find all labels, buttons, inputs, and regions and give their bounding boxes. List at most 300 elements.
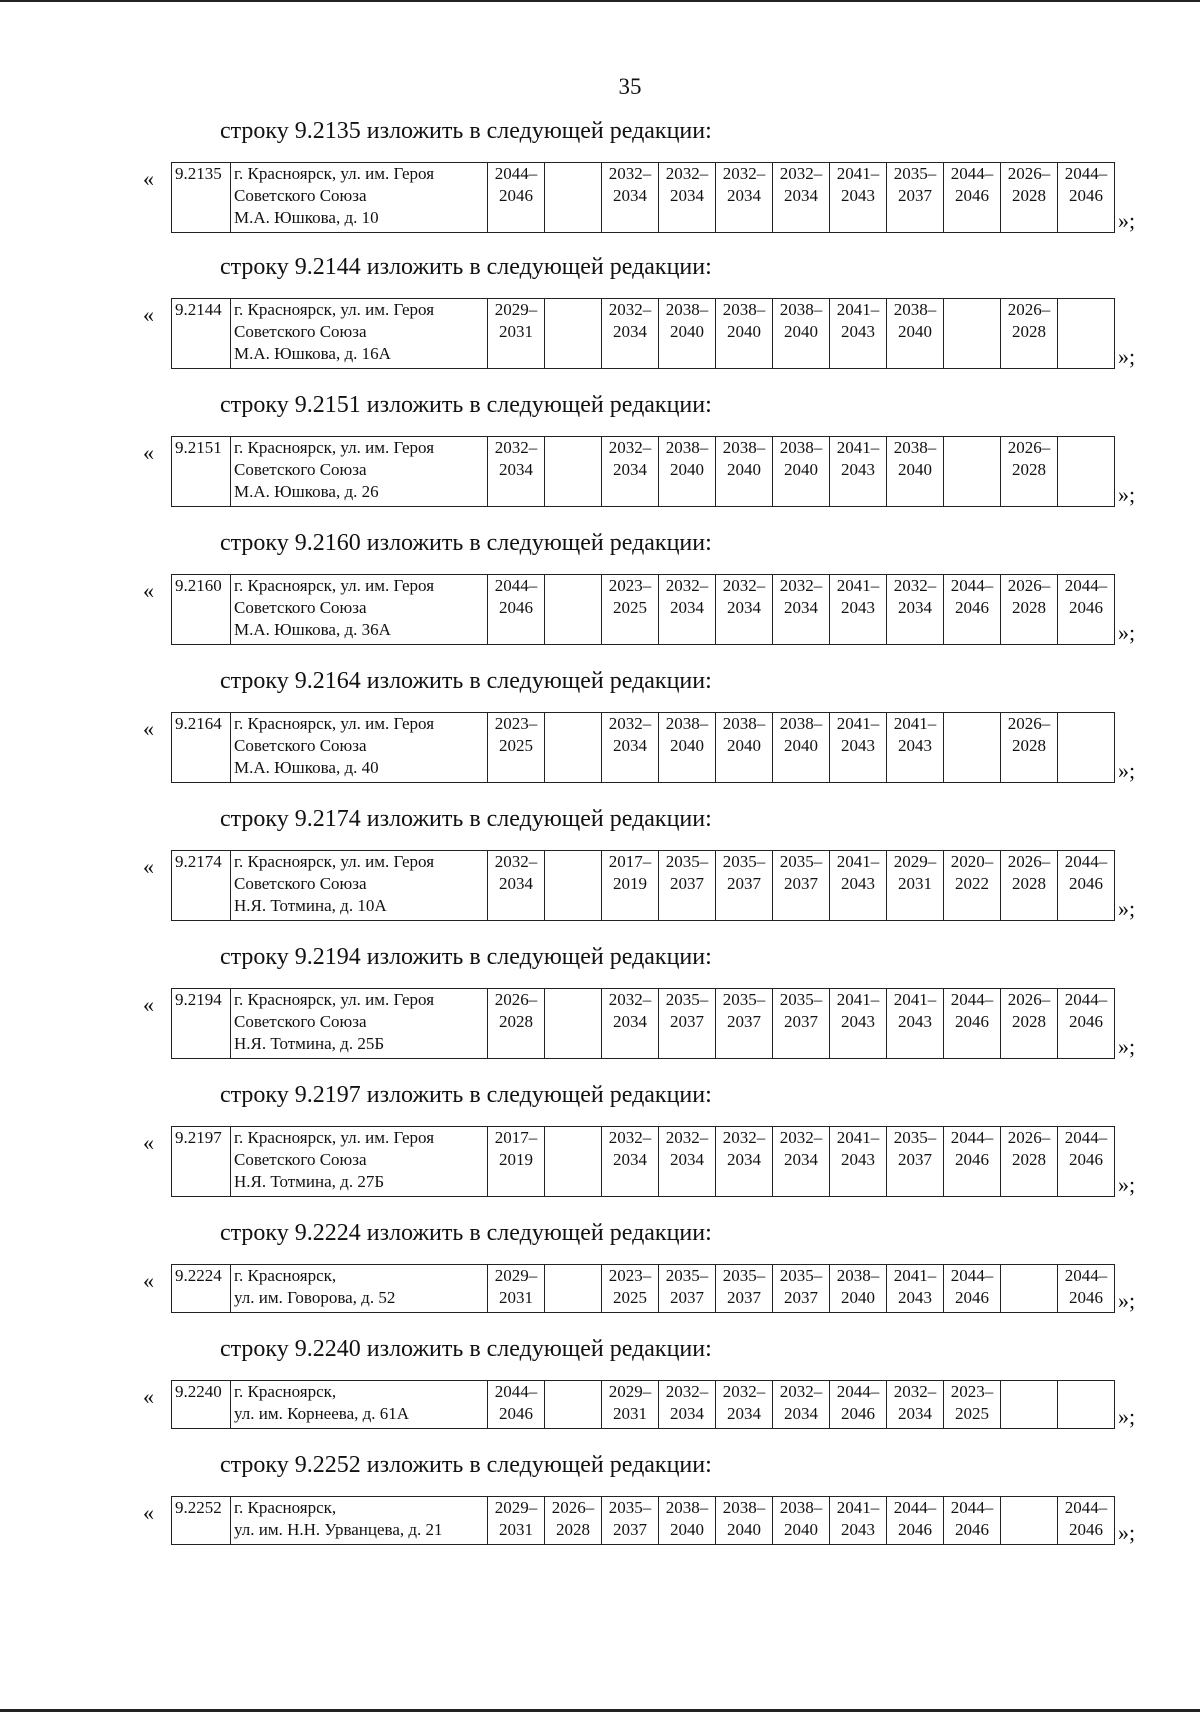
table-row [172,1381,1115,1429]
quote-close: »; [1118,1520,1136,1545]
year-start: 2041– [836,990,880,1009]
year-range-cell [1001,163,1058,233]
year-range-cell [602,1381,659,1429]
amendment-heading: строку 9.2174 изложить в следующей редакции: [220,806,712,832]
amendment-heading: строку 9.2144 изложить в следующей редакции: [220,254,712,280]
year-range-cell [488,437,545,507]
year-end: 2043 [841,874,875,893]
year-end: 2034 [670,1404,704,1423]
address-line: М.А. Юшкова, д. 10 [234,208,379,227]
address-cell [231,575,488,645]
row-number: 9.2160 [172,575,231,645]
address-line: Советского Союза [234,736,367,755]
year-end: 2025 [499,736,533,755]
year-range-cell [659,163,716,233]
year-range-cell [659,1265,716,1313]
year-range-cell [944,1381,1001,1429]
year-end: 2046 [499,598,533,617]
amendment-table [171,1380,1115,1429]
address-line: М.А. Юшкова, д. 16А [234,344,391,363]
year-range-cell [545,437,602,507]
year-end: 2037 [670,1012,704,1031]
year-range-cell [773,1497,830,1545]
year-range-cell [659,299,716,369]
year-end: 2040 [670,460,704,479]
amendment-heading: строку 9.2135 изложить в следующей редакции: [220,118,712,144]
year-start: 2029– [494,1498,538,1517]
year-start: 2041– [836,164,880,183]
year-start: 2026– [1007,300,1051,319]
quote-close: »; [1118,1034,1136,1059]
year-end: 2037 [784,874,818,893]
year-range-cell [1058,851,1115,921]
address-line: Н.Я. Тотмина, д. 27Б [234,1172,385,1191]
year-end: 2043 [841,1012,875,1031]
year-start: 2038– [779,438,823,457]
row-number: 9.2135 [172,163,231,233]
year-start: 2041– [893,1266,937,1285]
address-line: М.А. Юшкова, д. 40 [234,758,379,777]
year-end: 2034 [613,186,647,205]
year-end: 2034 [670,186,704,205]
quote-close: »; [1118,758,1136,783]
year-range-cell [1001,1497,1058,1545]
year-range-cell [944,713,1001,783]
year-range-cell [887,1127,944,1197]
year-end: 2046 [1069,1288,1103,1307]
year-end: 2037 [727,874,761,893]
year-start: 2041– [836,714,880,733]
year-range-cell [773,163,830,233]
year-range-cell [944,851,1001,921]
year-range-cell [659,851,716,921]
top-border [0,0,1200,2]
amendment-heading: строку 9.2240 изложить в следующей редакции: [220,1336,712,1362]
amendment-heading: строку 9.2194 изложить в следующей редакции: [220,944,712,970]
year-range-cell [602,851,659,921]
year-range-cell [944,1265,1001,1313]
year-range-cell [887,713,944,783]
year-end: 2046 [1069,1012,1103,1031]
year-end: 2043 [841,1520,875,1539]
year-range-cell [887,437,944,507]
year-start: 2032– [665,1382,709,1401]
year-start: 2044– [1064,164,1108,183]
year-end: 2034 [499,874,533,893]
year-range-cell [830,1265,887,1313]
year-range-cell [545,1265,602,1313]
year-end: 2028 [1012,1012,1046,1031]
year-end: 2037 [898,1150,932,1169]
year-range-cell [944,989,1001,1059]
year-range-cell [830,713,887,783]
year-range-cell [1058,1497,1115,1545]
year-start: 2038– [779,714,823,733]
table-row [172,713,1115,783]
amendment-table [171,1126,1115,1197]
year-start: 2026– [551,1498,595,1517]
year-start: 2023– [494,714,538,733]
amendment-table [171,712,1115,783]
year-end: 2019 [613,874,647,893]
year-end: 2034 [784,1404,818,1423]
amendment-heading: строку 9.2160 изложить в следующей редакции: [220,530,712,556]
address-cell [231,1497,488,1545]
year-range-cell [1058,713,1115,783]
year-end: 2031 [613,1404,647,1423]
year-start: 2017– [608,852,652,871]
year-range-cell [545,299,602,369]
year-end: 2028 [499,1012,533,1031]
year-end: 2034 [727,598,761,617]
year-end: 2046 [955,1520,989,1539]
year-range-cell [602,1265,659,1313]
year-start: 2035– [893,164,937,183]
year-end: 2034 [499,460,533,479]
year-start: 2041– [836,1498,880,1517]
year-end: 2034 [727,1150,761,1169]
address-line: М.А. Юшкова, д. 36А [234,620,391,639]
year-start: 2032– [608,164,652,183]
year-end: 2043 [898,736,932,755]
year-range-cell [545,575,602,645]
year-end: 2037 [784,1012,818,1031]
year-range-cell [488,851,545,921]
year-end: 2034 [613,460,647,479]
year-start: 2035– [665,1266,709,1285]
year-start: 2038– [665,1498,709,1517]
year-end: 2040 [670,736,704,755]
address-line: г. Красноярск, ул. им. Героя [234,1128,435,1147]
address-line: ул. им. Говорова, д. 52 [234,1288,396,1307]
year-range-cell [773,575,830,645]
year-start: 2041– [836,852,880,871]
year-end: 2028 [1012,460,1046,479]
year-end: 2043 [841,1150,875,1169]
year-end: 2034 [670,1150,704,1169]
year-range-cell [1001,1127,1058,1197]
year-range-cell [488,1381,545,1429]
address-cell [231,437,488,507]
year-end: 2037 [898,186,932,205]
address-line: Советского Союза [234,598,367,617]
year-start: 2041– [893,990,937,1009]
year-start: 2032– [608,300,652,319]
year-end: 2034 [613,1012,647,1031]
address-line: г. Красноярск, ул. им. Героя [234,438,435,457]
year-end: 2025 [955,1404,989,1423]
year-start: 2041– [836,1128,880,1147]
year-start: 2032– [722,164,766,183]
year-end: 2034 [670,598,704,617]
year-range-cell [1001,989,1058,1059]
year-start: 2032– [779,1128,823,1147]
amendment-heading: строку 9.2252 изложить в следующей редакции: [220,1452,712,1478]
year-end: 2040 [898,322,932,341]
year-start: 2035– [722,1266,766,1285]
year-range-cell [602,989,659,1059]
year-start: 2032– [722,1128,766,1147]
address-line: г. Красноярск, ул. им. Героя [234,300,435,319]
quote-close: »; [1118,208,1136,233]
year-start: 2029– [608,1382,652,1401]
year-end: 2034 [727,1404,761,1423]
year-start: 2032– [665,164,709,183]
year-start: 2044– [494,164,538,183]
year-end: 2037 [727,1288,761,1307]
year-start: 2029– [494,1266,538,1285]
year-end: 2046 [1069,598,1103,617]
year-start: 2026– [1007,852,1051,871]
address-line: Советского Союза [234,874,367,893]
year-range-cell [830,851,887,921]
year-end: 2046 [955,1150,989,1169]
address-line: Советского Союза [234,322,367,341]
year-range-cell [602,163,659,233]
year-start: 2032– [665,576,709,595]
year-end: 2037 [613,1520,647,1539]
year-start: 2044– [1064,1498,1108,1517]
year-end: 2043 [841,460,875,479]
year-range-cell [1001,713,1058,783]
year-end: 2043 [841,186,875,205]
year-end: 2043 [841,598,875,617]
year-end: 2034 [613,1150,647,1169]
year-start: 2038– [722,300,766,319]
year-end: 2037 [670,1288,704,1307]
year-range-cell [1058,989,1115,1059]
year-range-cell [602,575,659,645]
address-line: г. Красноярск, ул. им. Героя [234,714,435,733]
year-end: 2046 [955,1288,989,1307]
amendment-table [171,1496,1115,1545]
year-end: 2025 [613,598,647,617]
year-range-cell [488,1127,545,1197]
year-range-cell [773,1127,830,1197]
amendment-table [171,436,1115,507]
row-number: 9.2252 [172,1497,231,1545]
year-start: 2041– [836,576,880,595]
year-range-cell [773,1265,830,1313]
year-range-cell [830,163,887,233]
year-start: 2026– [1007,576,1051,595]
year-start: 2041– [836,300,880,319]
year-end: 2019 [499,1150,533,1169]
address-cell [231,299,488,369]
year-range-cell [545,163,602,233]
row-number: 9.2164 [172,713,231,783]
table-row [172,989,1115,1059]
year-end: 2040 [784,322,818,341]
year-start: 2032– [608,1128,652,1147]
address-line: Н.Я. Тотмина, д. 10А [234,896,387,915]
year-range-cell [602,713,659,783]
year-range-cell [773,437,830,507]
year-range-cell [1058,1265,1115,1313]
year-range-cell [887,163,944,233]
year-range-cell [716,713,773,783]
year-start: 2044– [950,990,994,1009]
address-line: ул. им. Корнеева, д. 61А [234,1404,410,1423]
year-range-cell [716,1265,773,1313]
year-start: 2026– [494,990,538,1009]
year-range-cell [488,1265,545,1313]
year-start: 2035– [779,1266,823,1285]
year-start: 2032– [494,438,538,457]
year-end: 2034 [727,186,761,205]
year-range-cell [944,163,1001,233]
year-range-cell [716,989,773,1059]
year-end: 2040 [727,736,761,755]
year-end: 2040 [727,322,761,341]
quote-open: « [143,716,154,741]
year-range-cell [1058,163,1115,233]
year-range-cell [944,1497,1001,1545]
address-cell [231,713,488,783]
year-range-cell [545,989,602,1059]
year-range-cell [1001,299,1058,369]
year-start: 2023– [608,576,652,595]
year-end: 2046 [499,186,533,205]
year-end: 2040 [784,1520,818,1539]
amendment-table [171,162,1115,233]
year-range-cell [659,1497,716,1545]
year-end: 2028 [556,1520,590,1539]
year-start: 2038– [665,714,709,733]
address-line: г. Красноярск, [234,1266,337,1285]
year-range-cell [1001,575,1058,645]
year-start: 2044– [1064,576,1108,595]
year-end: 2022 [955,874,989,893]
year-range-cell [1058,575,1115,645]
bottom-border [0,1709,1200,1712]
address-cell [231,989,488,1059]
year-range-cell [602,437,659,507]
amendment-heading: строку 9.2224 изложить в следующей редакции: [220,1220,712,1246]
year-end: 2043 [841,736,875,755]
year-start: 2044– [494,576,538,595]
year-range-cell [1001,1265,1058,1313]
year-start: 2044– [494,1382,538,1401]
year-end: 2040 [784,460,818,479]
year-start: 2044– [950,1128,994,1147]
year-start: 2044– [836,1382,880,1401]
address-line: Советского Союза [234,1150,367,1169]
address-cell [231,1265,488,1313]
year-range-cell [887,299,944,369]
year-start: 2038– [722,438,766,457]
year-range-cell [602,299,659,369]
year-end: 2040 [784,736,818,755]
year-range-cell [830,575,887,645]
year-start: 2038– [779,1498,823,1517]
table-row [172,1497,1115,1545]
year-start: 2017– [494,1128,538,1147]
year-end: 2046 [955,598,989,617]
page-number: 35 [618,74,642,99]
year-range-cell [716,1381,773,1429]
quote-close: »; [1118,1288,1136,1313]
year-end: 2046 [499,1404,533,1423]
year-range-cell [488,1497,545,1545]
year-end: 2040 [670,1520,704,1539]
quote-open: « [143,166,154,191]
year-start: 2035– [779,990,823,1009]
amendment-heading: строку 9.2197 изложить в следующей редакции: [220,1082,712,1108]
table-row [172,163,1115,233]
address-line: Н.Я. Тотмина, д. 25Б [234,1034,385,1053]
year-range-cell [830,1127,887,1197]
quote-close: »; [1118,482,1136,507]
year-range-cell [659,437,716,507]
year-end: 2046 [1069,874,1103,893]
year-start: 2032– [608,438,652,457]
year-range-cell [659,989,716,1059]
year-start: 2029– [494,300,538,319]
quote-close: »; [1118,344,1136,369]
year-start: 2038– [665,438,709,457]
year-end: 2025 [613,1288,647,1307]
year-end: 2040 [670,322,704,341]
year-range-cell [659,713,716,783]
year-range-cell [1058,299,1115,369]
year-range-cell [830,437,887,507]
year-range-cell [545,713,602,783]
year-start: 2029– [893,852,937,871]
year-start: 2032– [608,990,652,1009]
row-number: 9.2194 [172,989,231,1059]
year-end: 2031 [499,1288,533,1307]
year-end: 2046 [955,1012,989,1031]
year-start: 2035– [608,1498,652,1517]
year-start: 2038– [779,300,823,319]
quote-open: « [143,1130,154,1155]
year-end: 2046 [1069,1150,1103,1169]
year-start: 2035– [665,852,709,871]
year-range-cell [773,851,830,921]
address-line: М.А. Юшкова, д. 26 [234,482,379,501]
row-number: 9.2197 [172,1127,231,1197]
year-end: 2046 [1069,1520,1103,1539]
quote-open: « [143,440,154,465]
year-range-cell [773,299,830,369]
year-start: 2035– [722,990,766,1009]
address-line: г. Красноярск, ул. им. Героя [234,576,435,595]
address-cell [231,163,488,233]
year-range-cell [716,437,773,507]
year-start: 2041– [893,714,937,733]
table-row [172,299,1115,369]
year-range-cell [716,851,773,921]
year-start: 2023– [950,1382,994,1401]
year-end: 2034 [784,1150,818,1169]
year-range-cell [887,851,944,921]
year-start: 2035– [893,1128,937,1147]
year-start: 2038– [665,300,709,319]
year-start: 2026– [1007,438,1051,457]
year-end: 2031 [499,1520,533,1539]
year-end: 2043 [898,1288,932,1307]
address-line: Советского Союза [234,1012,367,1031]
year-range-cell [773,713,830,783]
year-end: 2031 [499,322,533,341]
year-end: 2034 [898,1404,932,1423]
year-start: 2032– [893,576,937,595]
year-start: 2023– [608,1266,652,1285]
year-range-cell [545,1127,602,1197]
year-end: 2034 [613,736,647,755]
year-range-cell [1001,437,1058,507]
